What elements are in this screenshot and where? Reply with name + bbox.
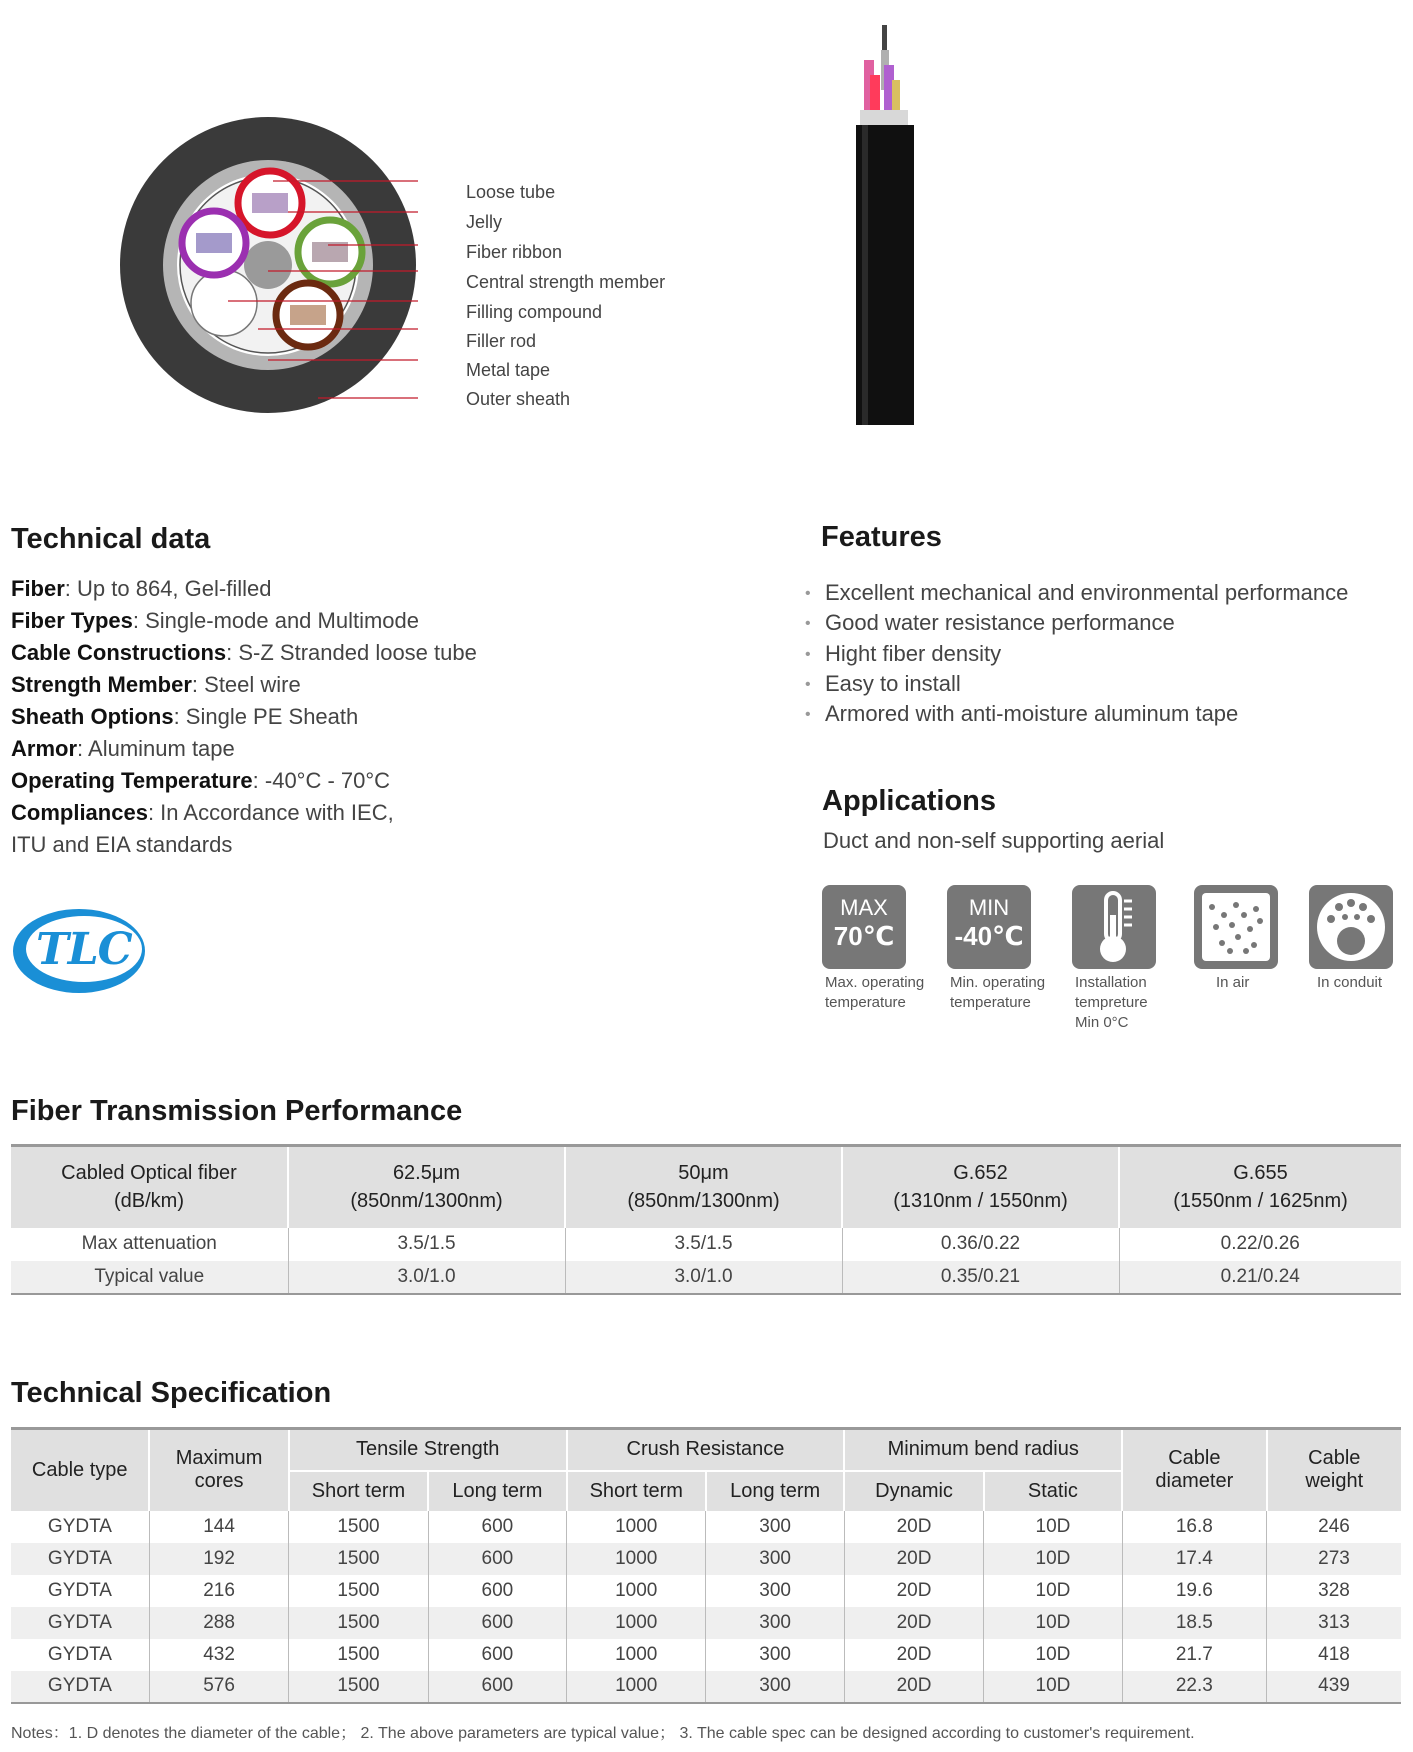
thermometer-icon <box>1072 885 1156 969</box>
label-jelly: Jelly <box>466 212 503 232</box>
table-cell: 600 <box>428 1543 566 1575</box>
specification-title: Technical Specification <box>11 1377 332 1409</box>
feature-item: • Excellent mechanical and environmental performance <box>825 579 1348 607</box>
header-cable-diameter: Cable diameter <box>1122 1429 1266 1511</box>
table-cell: GYDTA <box>47 1675 112 1696</box>
specification-table <box>11 1427 1401 1704</box>
table-cell: 1500 <box>289 1543 428 1575</box>
tech-item-sheath-options: Sheath Options: Single PE Sheath <box>11 704 359 729</box>
tech-item-strength-member: Strength Member: Steel wire <box>11 672 301 697</box>
table-cell: GYDTA <box>47 1547 112 1569</box>
table-cell: GYDTA <box>47 1643 112 1665</box>
in-air-caption: In air <box>1216 974 1250 991</box>
header-min-bend-radius: Minimum bend radius <box>844 1429 1122 1471</box>
min-temp-icon: MIN -40℃ <box>947 885 1031 969</box>
table-cell: 1000 <box>567 1575 706 1607</box>
header-bend-dynamic: Dynamic <box>844 1471 983 1511</box>
feature-item: • Armored with anti-moisture aluminum tape <box>825 700 1238 728</box>
table-cell: 576 <box>149 1671 288 1703</box>
max-temp-caption: Max. operating temperature <box>825 974 925 1011</box>
min-temp-caption: Min. operating temperature <box>950 974 1046 1011</box>
tlc-logo-text: TLC <box>36 924 132 975</box>
table-cell: 1500 <box>289 1671 428 1703</box>
table-cell: 1000 <box>567 1511 706 1543</box>
table-cell: 328 <box>1267 1575 1401 1607</box>
table-cell: 20D <box>844 1511 983 1543</box>
header-62-5um: 62.5μm (850nm/1300nm) <box>288 1146 565 1228</box>
table-cell: 288 <box>149 1607 288 1639</box>
table-cell: 21.7 <box>1122 1639 1266 1671</box>
table-cell: 19.6 <box>1122 1575 1266 1607</box>
feature-item: • Easy to install <box>825 670 961 698</box>
tech-item-armor: Armor: Aluminum tape <box>11 736 235 761</box>
header-tensile-strength: Tensile Strength <box>289 1429 567 1471</box>
label-outer-sheath: Outer sheath <box>466 389 571 409</box>
header-crush-long-term: Long term <box>706 1471 844 1511</box>
in-air-icon <box>1194 885 1278 969</box>
header-cabled-fiber: Cabled Optical fiber (dB/km) <box>61 1162 237 1213</box>
features-title: Features <box>821 521 942 553</box>
header-bend-static: Static <box>984 1471 1122 1511</box>
in-conduit-caption: In conduit <box>1317 974 1383 991</box>
header-tensile-long-term: Long term <box>428 1471 566 1511</box>
performance-title: Fiber Transmission Performance <box>11 1095 463 1127</box>
installation-temp-caption: Installation tempreture Min 0°C <box>1075 974 1148 1031</box>
label-metal-tape: Metal tape <box>466 360 551 380</box>
table-cell: 600 <box>428 1639 566 1671</box>
max-temp-icon: MAX 70℃ <box>822 885 906 969</box>
table-cell: 1000 <box>567 1543 706 1575</box>
table-cell: 10D <box>984 1543 1122 1575</box>
technical-data-title: Technical data <box>11 523 211 555</box>
table-row: Typical value 3.0/1.0 3.0/1.0 0.35/0.21 0.21/0.24 <box>11 1261 1401 1294</box>
header-50um: 50μm (850nm/1300nm) <box>565 1146 842 1228</box>
table-cell: 300 <box>706 1671 844 1703</box>
applications-subtitle: Duct and non-self supporting aerial <box>823 828 1165 853</box>
table-cell: 216 <box>149 1575 288 1607</box>
table-cell: 273 <box>1267 1543 1401 1575</box>
table-cell: 300 <box>706 1575 844 1607</box>
table-cell: 439 <box>1267 1671 1401 1703</box>
table-cell: 10D <box>984 1671 1122 1703</box>
table-cell: 600 <box>428 1671 566 1703</box>
feature-item: • Good water resistance performance <box>825 609 1175 637</box>
header-cable-type: Cable type <box>11 1429 149 1511</box>
feature-item: • Hight fiber density <box>825 640 1001 668</box>
table-cell: 432 <box>149 1639 288 1671</box>
tech-item-compliances: Compliances: In Accordance with IEC, <box>11 800 394 825</box>
table-row <box>11 1671 1401 1703</box>
table-cell: 1500 <box>289 1639 428 1671</box>
tech-item-compliances-continued: ITU and EIA standards <box>11 832 233 857</box>
applications-title: Applications <box>822 785 997 817</box>
table-cell: 246 <box>1267 1511 1401 1543</box>
tech-item-cable-constructions: Cable Constructions: S-Z Stranded loose tube <box>11 640 477 665</box>
header-crush-short-term: Short term <box>567 1471 706 1511</box>
table-cell: 300 <box>706 1639 844 1671</box>
table-row <box>11 1639 1401 1671</box>
table-row <box>11 1575 1401 1607</box>
loose-tube-green <box>298 220 362 284</box>
tlc-logo <box>12 906 147 996</box>
table-cell: 313 <box>1267 1607 1401 1639</box>
header-crush-resistance: Crush Resistance <box>567 1429 845 1471</box>
cable-cross-section-diagram <box>118 115 418 415</box>
table-cell: 1500 <box>289 1607 428 1639</box>
table-cell: 16.8 <box>1122 1511 1266 1543</box>
table-header-row <box>11 1146 1401 1228</box>
table-cell: GYDTA <box>47 1515 112 1537</box>
header-g652: G.652 (1310nm / 1550nm) <box>842 1146 1119 1228</box>
table-cell: 10D <box>984 1607 1122 1639</box>
header-cable-weight: Cable weight <box>1267 1429 1401 1511</box>
table-cell: 1000 <box>567 1671 706 1703</box>
table-cell: 10D <box>984 1639 1122 1671</box>
loose-tube-purple <box>182 211 246 275</box>
table-cell: 17.4 <box>1122 1543 1266 1575</box>
table-cell: 1000 <box>567 1639 706 1671</box>
table-cell: 20D <box>844 1671 983 1703</box>
table-cell: 300 <box>706 1607 844 1639</box>
table-cell: 418 <box>1267 1639 1401 1671</box>
specification-table-body <box>11 1511 1401 1703</box>
loose-tube-brown <box>276 283 340 347</box>
table-cell: 1500 <box>289 1575 428 1607</box>
table-cell: 22.3 <box>1122 1671 1266 1703</box>
tech-item-operating-temperature: Operating Temperature: -40°C - 70°C <box>11 768 391 793</box>
table-cell: 20D <box>844 1639 983 1671</box>
table-cell: 300 <box>706 1543 844 1575</box>
table-cell: 600 <box>428 1511 566 1543</box>
header-max-cores: Maximum cores <box>149 1429 288 1511</box>
table-cell: GYDTA <box>47 1579 112 1601</box>
table-row <box>11 1543 1401 1575</box>
cable-side-view-image <box>840 20 930 430</box>
tech-item-fiber: Fiber: Up to 864, Gel-filled <box>11 576 272 601</box>
table-cell: 10D <box>984 1575 1122 1607</box>
table-cell: 1500 <box>289 1511 428 1543</box>
table-notes: Notes：1. D denotes the diameter of the cable； 2. The above parameters are typical value； 3. The cable spec can be designed according to customer's requirement. <box>11 1725 1195 1742</box>
label-central-strength-member: Central strength member <box>466 272 666 292</box>
table-cell: 20D <box>844 1607 983 1639</box>
label-loose-tube: Loose tube <box>466 182 556 202</box>
in-conduit-icon <box>1309 885 1393 969</box>
performance-table <box>11 1144 1401 1295</box>
table-cell: 600 <box>428 1575 566 1607</box>
table-row: Max attenuation 3.5/1.5 3.5/1.5 0.36/0.22 0.22/0.26 <box>11 1228 1401 1261</box>
table-header-row <box>11 1429 1401 1471</box>
tech-item-fiber-types: Fiber Types: Single-mode and Multimode <box>11 608 420 633</box>
header-g655: G.655 (1550nm / 1625nm) <box>1119 1146 1401 1228</box>
table-cell: 600 <box>428 1607 566 1639</box>
table-row <box>11 1607 1401 1639</box>
label-filling-compound: Filling compound <box>466 302 603 322</box>
table-cell: 10D <box>984 1511 1122 1543</box>
table-cell: 300 <box>706 1511 844 1543</box>
table-cell: 18.5 <box>1122 1607 1266 1639</box>
label-filler-rod: Filler rod <box>466 331 537 351</box>
table-cell: 20D <box>844 1575 983 1607</box>
table-cell: 192 <box>149 1543 288 1575</box>
label-fiber-ribbon: Fiber ribbon <box>466 242 563 262</box>
table-cell: 144 <box>149 1511 288 1543</box>
table-cell: 1000 <box>567 1607 706 1639</box>
table-cell: 20D <box>844 1543 983 1575</box>
header-tensile-short-term: Short term <box>289 1471 428 1511</box>
table-row <box>11 1511 1401 1543</box>
table-cell: GYDTA <box>47 1611 112 1633</box>
